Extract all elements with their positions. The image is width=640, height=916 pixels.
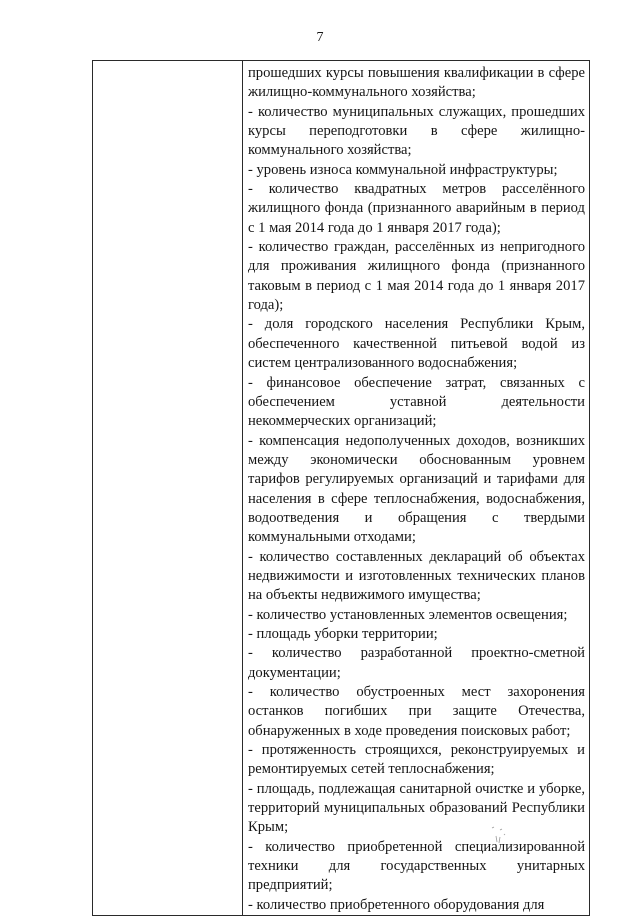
table-cell-indicators: [243, 61, 590, 916]
indicator-paragraph: - количество составленных деклараций об объектах недвижимости и изготовленных технических планов на объекты недвижимого имущества;: [248, 548, 585, 604]
indicator-paragraph: - количество обустроенных мест захоронения останков погибших при защите Отечества, обнаруженных в ходе проведения поисковых работ;: [248, 684, 585, 739]
scan-artifact-mark: [486, 824, 514, 846]
indicator-paragraph: - количество граждан, расселённых из непригодного для проживания жилищного фонда (признанного таковым в период с 1 мая 2014 года до 1 января 2017 года);: [248, 239, 585, 314]
page-number: 7: [316, 30, 324, 45]
indicator-paragraph: - финансовое обеспечение затрат, связанных с обеспечением уставной деятельности некоммерческих организаций;: [248, 374, 585, 430]
indicator-paragraph: - доля городского населения Республики Крым, обеспеченного качественной питьевой водой из систем централизованного водоснабжения;: [248, 316, 585, 372]
indicator-paragraph: - компенсация недополученных доходов, возникших между экономически обоснованным уровнем тарифов регулируемых организаций и тарифами для населения в сфере теплоснабжения, водоснабжения, водоотведения и обращения с твердыми коммунальными отходами;: [248, 432, 585, 546]
indicator-paragraph: - количество квадратных метров расселённого жилищного фонда (признанного аварийным в период с 1 мая 2014 года до 1 января 2017 года);: [248, 181, 585, 236]
table-row: [93, 61, 590, 916]
indicator-paragraph: - количество разработанной проектно-сметной документации;: [248, 645, 585, 681]
indicator-paragraph: - количество приобретенного оборудования для: [248, 896, 545, 913]
indicators-table: [92, 60, 590, 916]
indicator-paragraph: - количество приобретенной специализированной техники для государственных унитарных предприятий;: [248, 838, 585, 894]
indicator-paragraph: - площадь, подлежащая санитарной очистке и уборке, территорий муниципальных образований Республики Крым;: [248, 780, 585, 836]
indicator-paragraph: - количество муниципальных служащих, прошедших курсы переподготовки в сфере жилищно-коммунального хозяйства;: [248, 103, 585, 159]
indicator-paragraph: - протяженность строящихся, реконструируемых и ремонтируемых сетей теплоснабжения;: [248, 742, 585, 778]
indicator-paragraph: - уровень износа коммунальной инфраструктуры;: [248, 161, 558, 178]
indicator-paragraph: - площадь уборки территории;: [248, 625, 438, 642]
indicator-paragraph: - количество установленных элементов освещения;: [248, 606, 568, 623]
table-cell-left: [93, 61, 243, 916]
indicator-paragraph: прошедших курсы повышения квалификации в сфере жилищно-коммунального хозяйства;: [248, 65, 585, 101]
